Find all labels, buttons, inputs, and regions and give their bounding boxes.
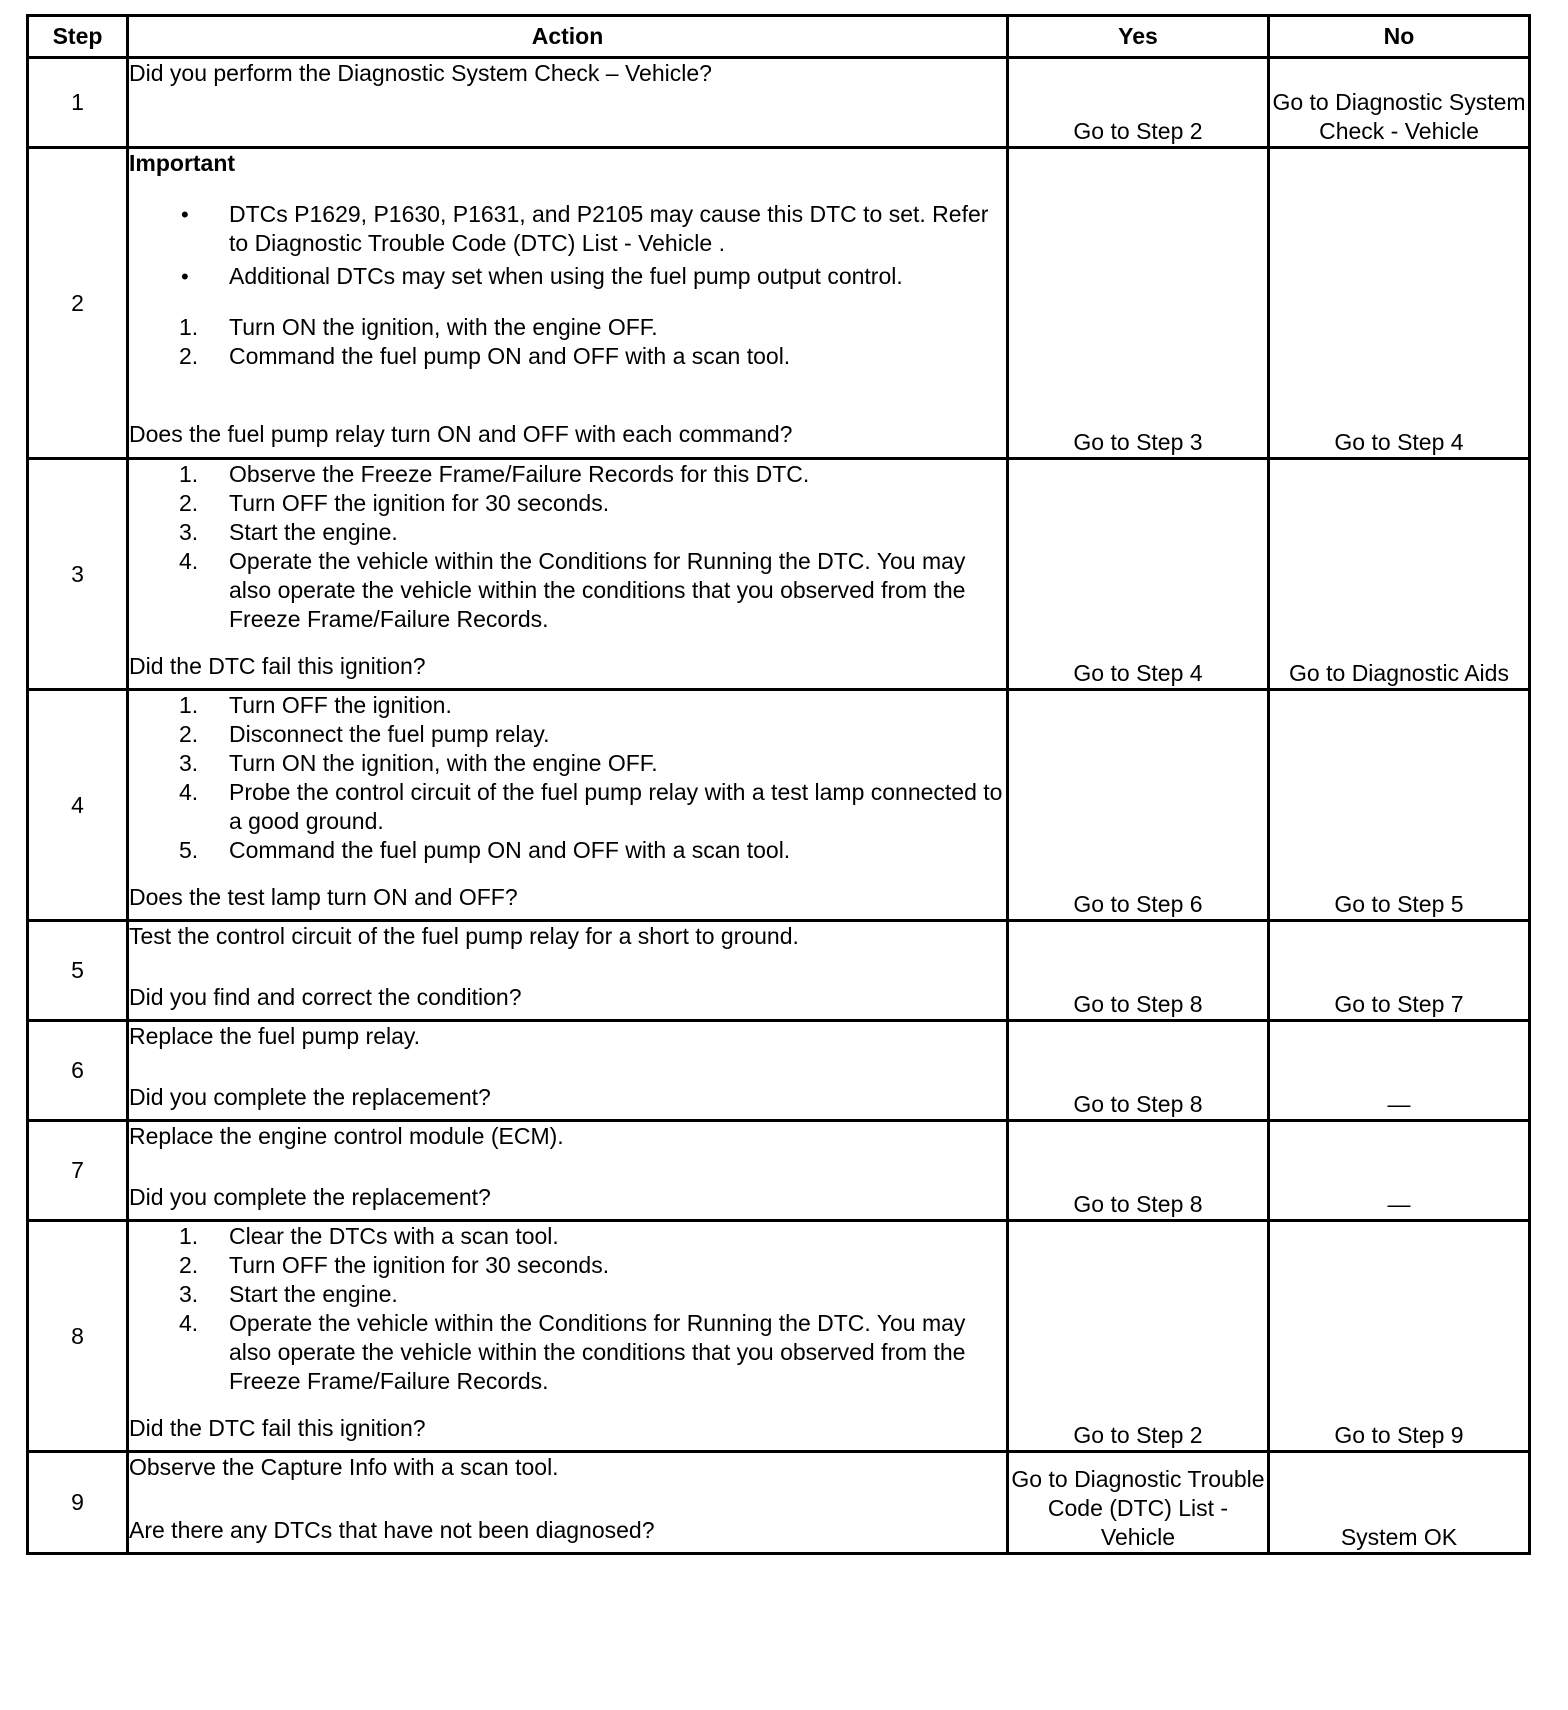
list-item: 4. Operate the vehicle within the Conditions for Running the DTC. You may also operate the vehicle within the conditions that you observed from the Freeze Frame/Failure Records.: [179, 1310, 966, 1394]
action-cell: [128, 58, 1008, 148]
list-item: 1. Observe the Freeze Frame/Failure Records for this DTC.: [179, 461, 810, 487]
yes-cell: Go to Step 8: [1008, 921, 1269, 1021]
action-cell: [128, 1121, 1008, 1221]
no-cell: System OK: [1269, 1452, 1530, 1554]
list-item: 2. Turn OFF the ignition for 30 seconds.: [179, 1252, 610, 1278]
action-cell: [128, 459, 1008, 690]
header-row: [28, 16, 1530, 58]
no-cell: Go to Step 7: [1269, 921, 1530, 1021]
table-row: [28, 1452, 1530, 1554]
numbered-list: [129, 691, 1006, 865]
action-question: Are there any DTCs that have not been diagnosed?: [129, 1517, 655, 1543]
action-cell: [128, 690, 1008, 921]
action-question: Did the DTC fail this ignition?: [129, 653, 426, 679]
diagnostic-page: [26, 14, 1528, 1555]
yes-cell: Go to Diagnostic Trouble Code (DTC) List - Vehicle: [1008, 1452, 1269, 1554]
no-cell: Go to Step 9: [1269, 1221, 1530, 1452]
action-question: Does the test lamp turn ON and OFF?: [129, 884, 518, 910]
action-question: Did you complete the replacement?: [129, 1084, 491, 1110]
list-item: 2. Command the fuel pump ON and OFF with a scan tool.: [179, 343, 791, 369]
action-cell: [128, 1452, 1008, 1554]
no-cell: —: [1269, 1121, 1530, 1221]
table-row: [28, 690, 1530, 921]
header-action: Action: [128, 16, 1008, 58]
action-cell: [128, 148, 1008, 459]
yes-cell: Go to Step 4: [1008, 459, 1269, 690]
list-item: 1. Clear the DTCs with a scan tool.: [179, 1223, 559, 1249]
list-item: 3. Turn ON the ignition, with the engine OFF.: [179, 750, 658, 776]
table-row: [28, 459, 1530, 690]
list-item: • DTCs P1629, P1630, P1631, and P2105 may cause this DTC to set. Refer to Diagnostic Trouble Code (DTC) List - Vehicle .: [129, 200, 1006, 258]
list-item: 2. Disconnect the fuel pump relay.: [179, 721, 550, 747]
action-question: Did the DTC fail this ignition?: [129, 1415, 426, 1441]
action-text: Did you perform the Diagnostic System Check – Vehicle?: [129, 60, 712, 86]
step-number: 3: [28, 459, 128, 690]
action-cell: [128, 1021, 1008, 1121]
table-row: [28, 1121, 1530, 1221]
step-number: 1: [28, 58, 128, 148]
yes-cell: Go to Step 6: [1008, 690, 1269, 921]
step-number: 4: [28, 690, 128, 921]
yes-cell: Go to Step 2: [1008, 58, 1269, 148]
action-text: Test the control circuit of the fuel pump relay for a short to ground.: [129, 923, 799, 949]
action-text: Replace the fuel pump relay.: [129, 1023, 421, 1049]
header-no: No: [1269, 16, 1530, 58]
bullet-list: [129, 200, 1006, 291]
list-item: 1. Turn ON the ignition, with the engine OFF.: [179, 314, 658, 340]
no-cell: Go to Step 5: [1269, 690, 1530, 921]
list-item: 2. Turn OFF the ignition for 30 seconds.: [179, 490, 610, 516]
step-number: 2: [28, 148, 128, 459]
numbered-list: [129, 1222, 1006, 1396]
no-cell: —: [1269, 1021, 1530, 1121]
no-cell: Go to Diagnostic System Check - Vehicle: [1269, 58, 1530, 148]
action-question: Did you complete the replacement?: [129, 1184, 491, 1210]
table-row: [28, 148, 1530, 459]
list-item: • Additional DTCs may set when using the fuel pump output control.: [129, 262, 1006, 291]
step-number: 8: [28, 1221, 128, 1452]
yes-cell: Go to Step 8: [1008, 1021, 1269, 1121]
no-cell: Go to Step 4: [1269, 148, 1530, 459]
yes-cell: Go to Step 2: [1008, 1221, 1269, 1452]
list-item: 1. Turn OFF the ignition.: [179, 692, 452, 718]
diagnostic-table: [26, 14, 1531, 1555]
list-item: 4. Probe the control circuit of the fuel pump relay with a test lamp connected to a good ground.: [179, 779, 1003, 834]
list-item: 5. Command the fuel pump ON and OFF with a scan tool.: [179, 837, 791, 863]
action-question: Did you find and correct the condition?: [129, 984, 522, 1010]
important-label: Important: [129, 150, 236, 176]
table-row: [28, 58, 1530, 148]
numbered-list: [129, 313, 1006, 371]
step-number: 6: [28, 1021, 128, 1121]
yes-cell: Go to Step 8: [1008, 1121, 1269, 1221]
header-yes: Yes: [1008, 16, 1269, 58]
action-cell: [128, 921, 1008, 1021]
table-row: [28, 921, 1530, 1021]
action-text: Observe the Capture Info with a scan tool.: [129, 1454, 559, 1480]
numbered-list: [129, 460, 1006, 634]
step-number: 9: [28, 1452, 128, 1554]
yes-cell: Go to Step 3: [1008, 148, 1269, 459]
list-item: 3. Start the engine.: [179, 519, 398, 545]
list-item: 3. Start the engine.: [179, 1281, 398, 1307]
table-row: [28, 1221, 1530, 1452]
list-item: 4. Operate the vehicle within the Conditions for Running the DTC. You may also operate the vehicle within the conditions that you observed from the Freeze Frame/Failure Records.: [179, 548, 966, 632]
header-step: Step: [28, 16, 128, 58]
step-number: 7: [28, 1121, 128, 1221]
no-cell: Go to Diagnostic Aids: [1269, 459, 1530, 690]
action-question: Does the fuel pump relay turn ON and OFF with each command?: [129, 421, 793, 447]
action-cell: [128, 1221, 1008, 1452]
step-number: 5: [28, 921, 128, 1021]
action-text: Replace the engine control module (ECM).: [129, 1123, 564, 1149]
table-row: [28, 1021, 1530, 1121]
